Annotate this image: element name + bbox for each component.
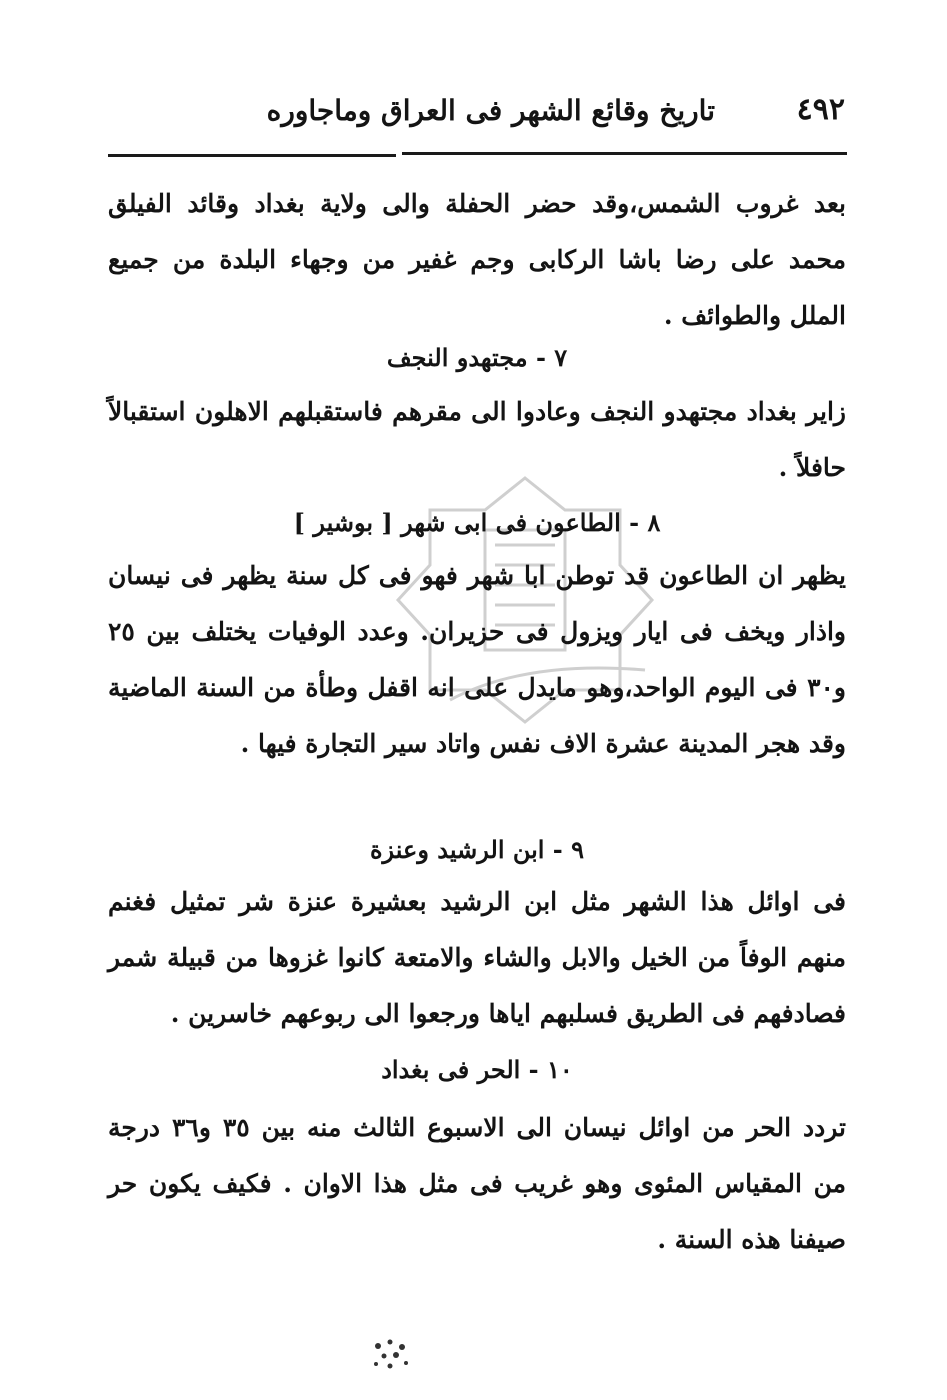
- heading-5: ١٠ - الحر فى بغداد: [381, 1055, 573, 1084]
- header-rule-left: [108, 154, 396, 157]
- paragraph-3: يظهر ان الطاعون قد توطن ابا شهر فهو فى كل سنة يظهر فى نيسان واذار ويخف فى ايار ويزول فى حزيران. وعدد الوفيات يختلف بين ٢٥ و٣٠ فى اليوم الواحد،وهو مايدل على انه اقفل وطأة من السنة الماضية وقد هجر المدينة عشرة الاف نفس واتاد سير التجارة فيها .: [108, 561, 846, 758]
- paragraph-5: تردد الحر من اوائل نيسان الى الاسبوع الثالث منه بين ٣٥ و٣٦ درجة من المقياس المئوى وهو غريب فى مثل هذا الاوان . فكيف يكون حر صيفنا هذه السنة .: [108, 1113, 846, 1254]
- page-number: ٤٩٢: [796, 92, 845, 127]
- paragraph-2: زاير بغداد مجتهدو النجف وعادوا الى مقرهم فاستقبلهم الاهلون استقبالاً حافلاً .: [108, 397, 846, 482]
- header-rule-right: [402, 152, 847, 155]
- running-header: [105, 92, 845, 138]
- heading-2: ٧ - مجتهدو النجف: [386, 343, 568, 372]
- heading-4: ٩ - ابن الرشيد وعنزة: [369, 835, 585, 864]
- heading-3: ٨ - الطاعون فى ابى شهر [ بوشير ]: [293, 508, 661, 537]
- running-title: تاريخ وقائع الشهر فى العراق وماجاوره: [266, 94, 715, 127]
- ink-ornament-icon: [368, 1336, 414, 1372]
- paragraph-4: فى اوائل هذا الشهر مثل ابن الرشيد بعشيرة عنزة شر تمثيل فغنم منهم الوفاً من الخيل والابل والشاء والامتعة كانوا غزوها من قبيلة شمر فصادفهم فى الطريق فسلبهم اياها ورجعوا الى ربوعهم خاسرين .: [108, 887, 846, 1028]
- paragraph-1: بعد غروب الشمس،وقد حضر الحفلة والى ولاية بغداد وقائد الفيلق محمد على رضا باشا الركابى وجم غفير من وجهاء البلدة من جميع الملل والطوائف .: [108, 189, 846, 330]
